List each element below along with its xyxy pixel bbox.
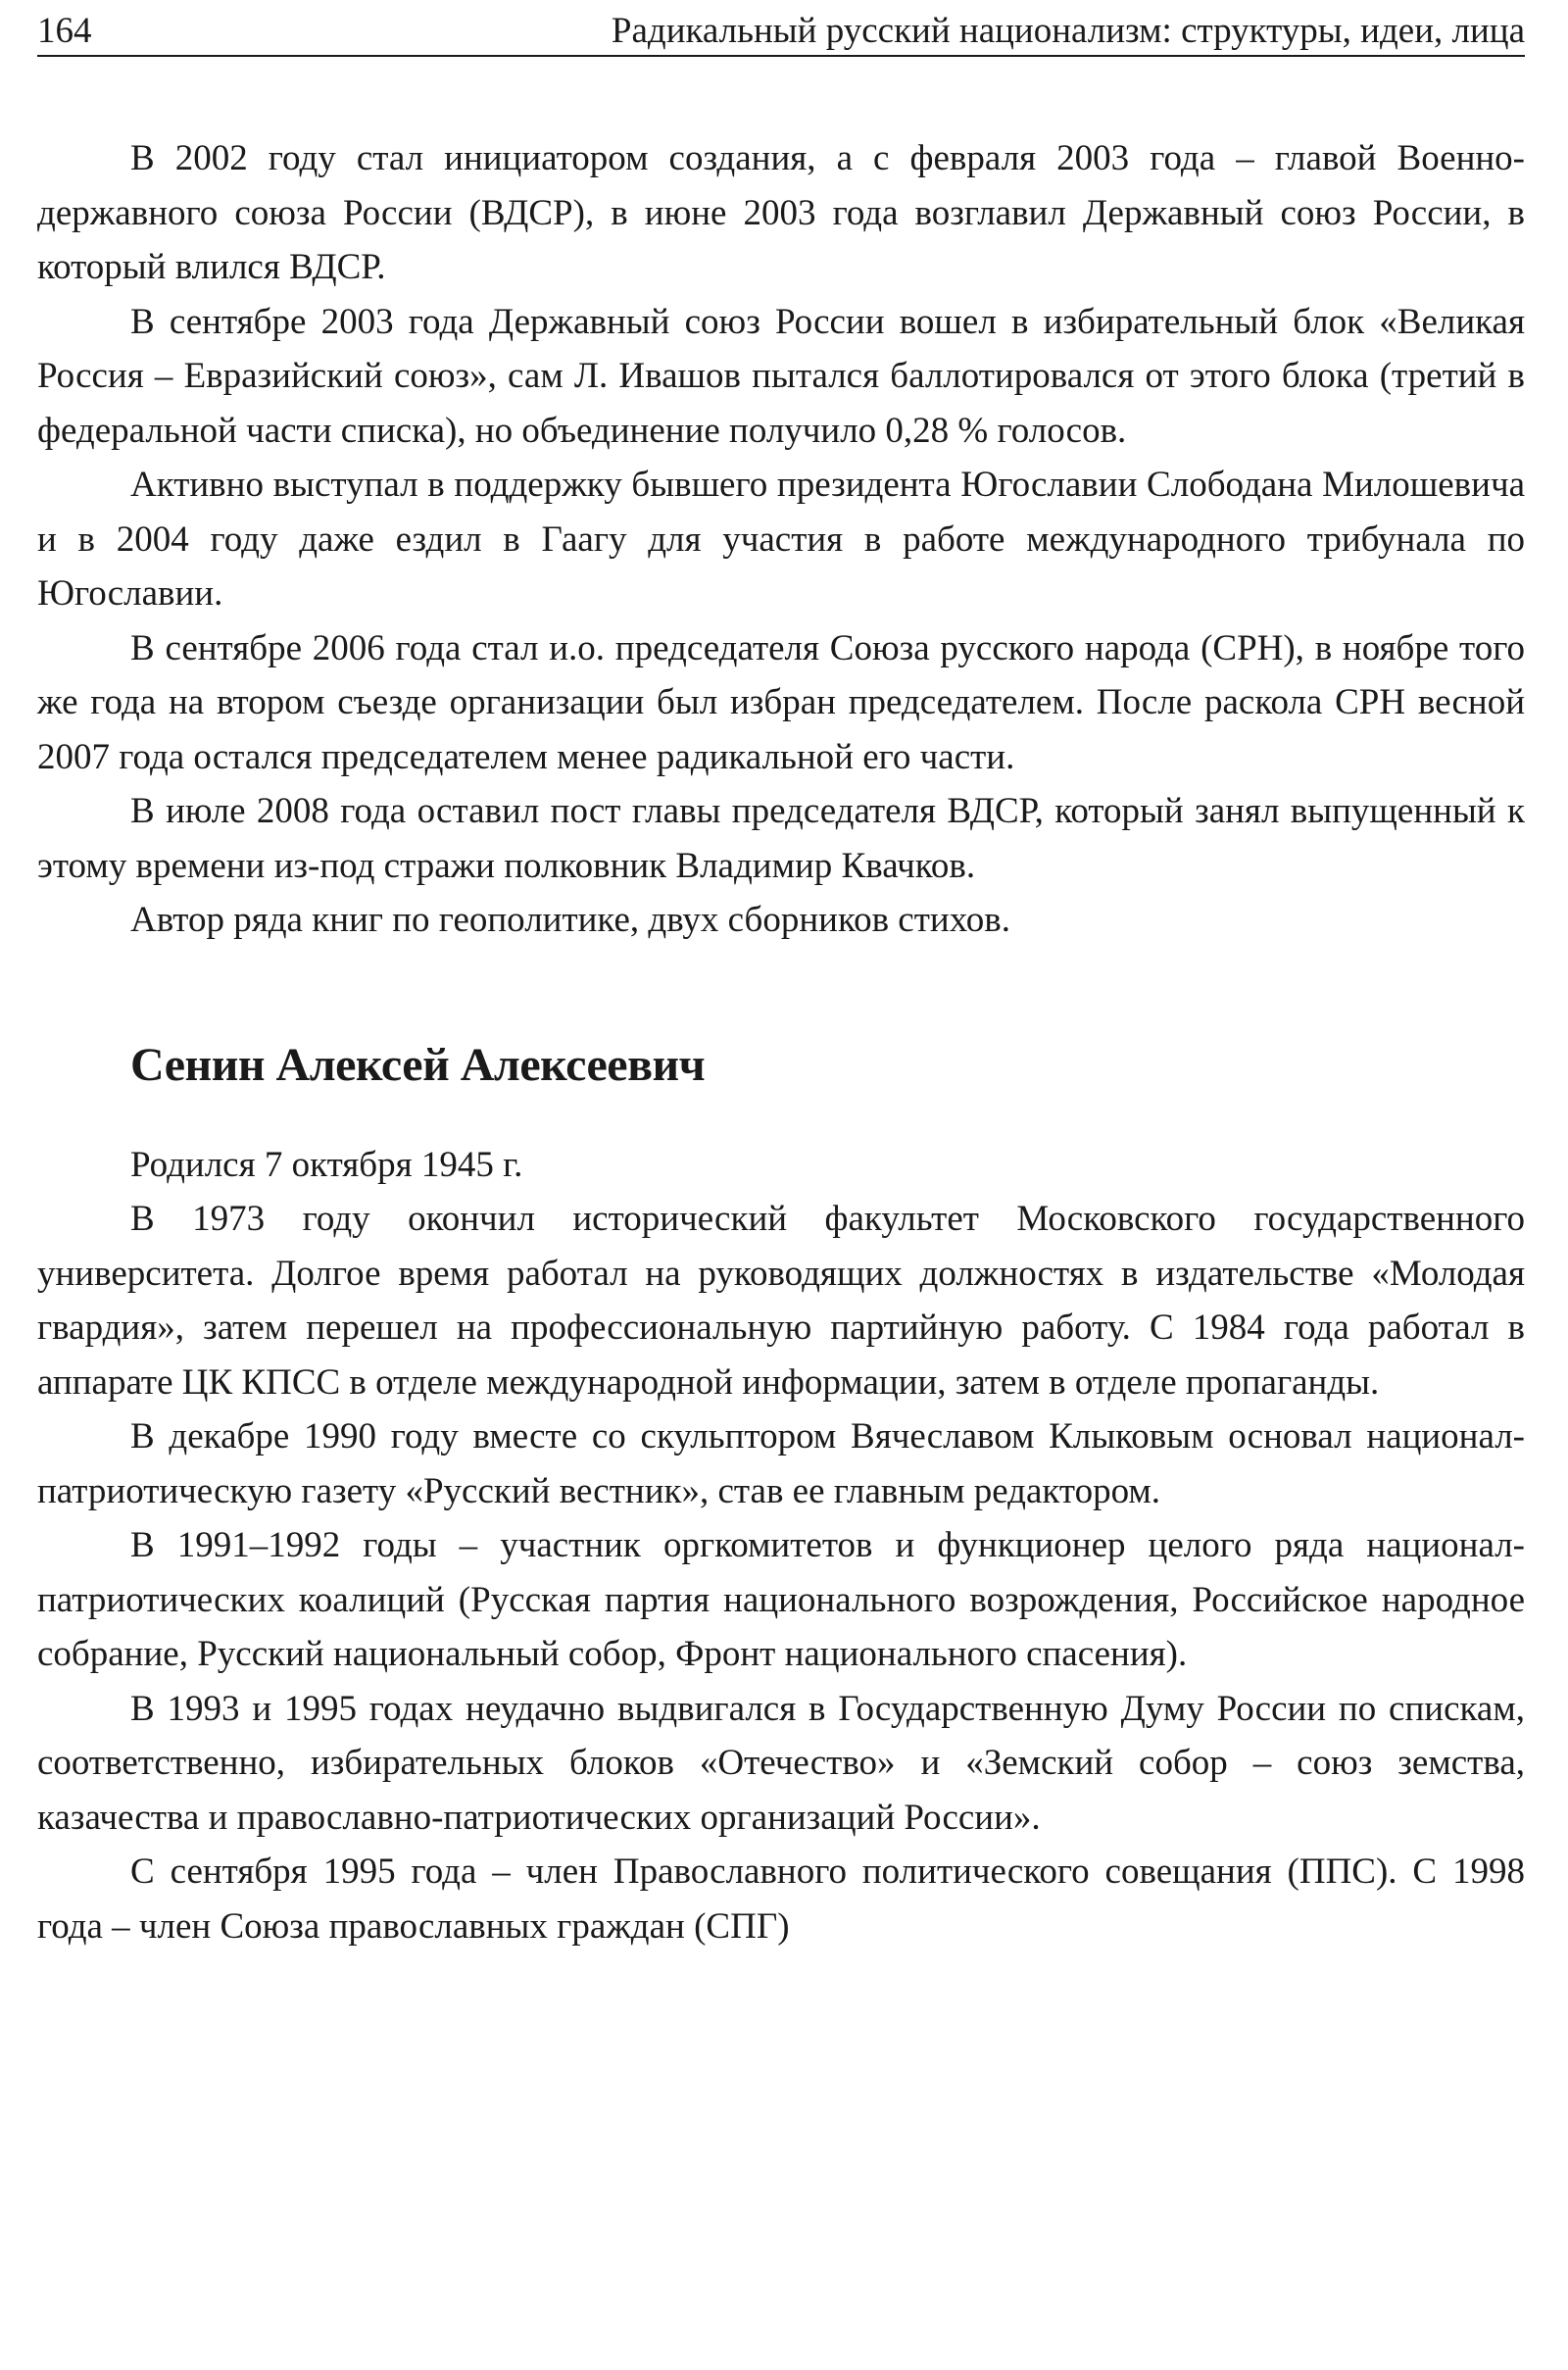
paragraph: В 1973 году окончил исторический факультет Московского государственного университета. Долгое время работал на руководящих должностях в издательстве «Молодая гвардия», затем перешел на профессиональную партийную работу. С 1984 года работал в аппарате ЦК КПСС в отделе международной информации, затем в отделе пропаганды. bbox=[37, 1199, 1525, 1403]
paragraph: В сентябре 2003 года Державный союз России вошел в избирательный блок «Великая Россия – Евразийский союз», сам Л. Ивашов пытался баллотировался от этого блока (третий в федеральной части списка), но объединение получило 0,28 % голосов. bbox=[37, 301, 1525, 451]
paragraph: В 1991–1992 годы – участник оргкомитетов и функционер целого ряда национал-патриотических коалиций (Русская партия национального возрождения, Российское народное собрание, Русский национальный собор, Фронт национального спасения). bbox=[37, 1525, 1525, 1674]
running-header bbox=[37, 8, 1525, 57]
paragraph: В июле 2008 года оставил пост главы председателя ВДСР, который занял выпущенный к этому времени из-под стражи полковник Владимир Квачков. bbox=[37, 791, 1525, 886]
paragraph: С сентября 1995 года – член Православного политического совещания (ППС). С 1998 года – член Союза православных граждан (СПГ) bbox=[37, 1852, 1525, 1947]
page-body bbox=[37, 131, 1525, 1953]
paragraph: В 1993 и 1995 годах неудачно выдвигался в Государственную Думу России по спискам, соответственно, избирательных блоков «Отечество» и «Земский собор – союз земства, казачества и православно-патриотических организаций России». bbox=[37, 1688, 1525, 1838]
page-number: 164 bbox=[37, 11, 92, 51]
paragraph: В декабре 1990 году вместе со скульптором Вячеславом Клыковым основал национал-патриотическую газету «Русский вестник», став ее главным редактором. bbox=[37, 1416, 1525, 1511]
paragraph: В 2002 году стал инициатором создания, а с февраля 2003 года – главой Военно-державного союза России (ВДСР), в июне 2003 года возглавил Державный союз России, в который влился ВДСР. bbox=[37, 138, 1525, 287]
paragraph: Автор ряда книг по геополитике, двух сборников стихов. bbox=[130, 900, 1011, 940]
paragraph: Родился 7 октября 1945 г. bbox=[130, 1144, 523, 1185]
running-title: Радикальный русский национализм: структуры, идеи, лица bbox=[611, 11, 1525, 51]
section-heading: Сенин Алексей Алексеевич bbox=[130, 1038, 706, 1091]
paragraph: В сентябре 2006 года стал и.о. председателя Союза русского народа (СРН), в ноябре того же года на втором съезде организации был избран председателем. После раскола СРН весной 2007 года остался председателем менее радикальной его части. bbox=[37, 627, 1525, 777]
paragraph: Активно выступал в поддержку бывшего президента Югославии Слободана Милошевича и в 2004 году даже ездил в Гаагу для участия в работе международного трибунала по Югославии. bbox=[37, 465, 1525, 614]
